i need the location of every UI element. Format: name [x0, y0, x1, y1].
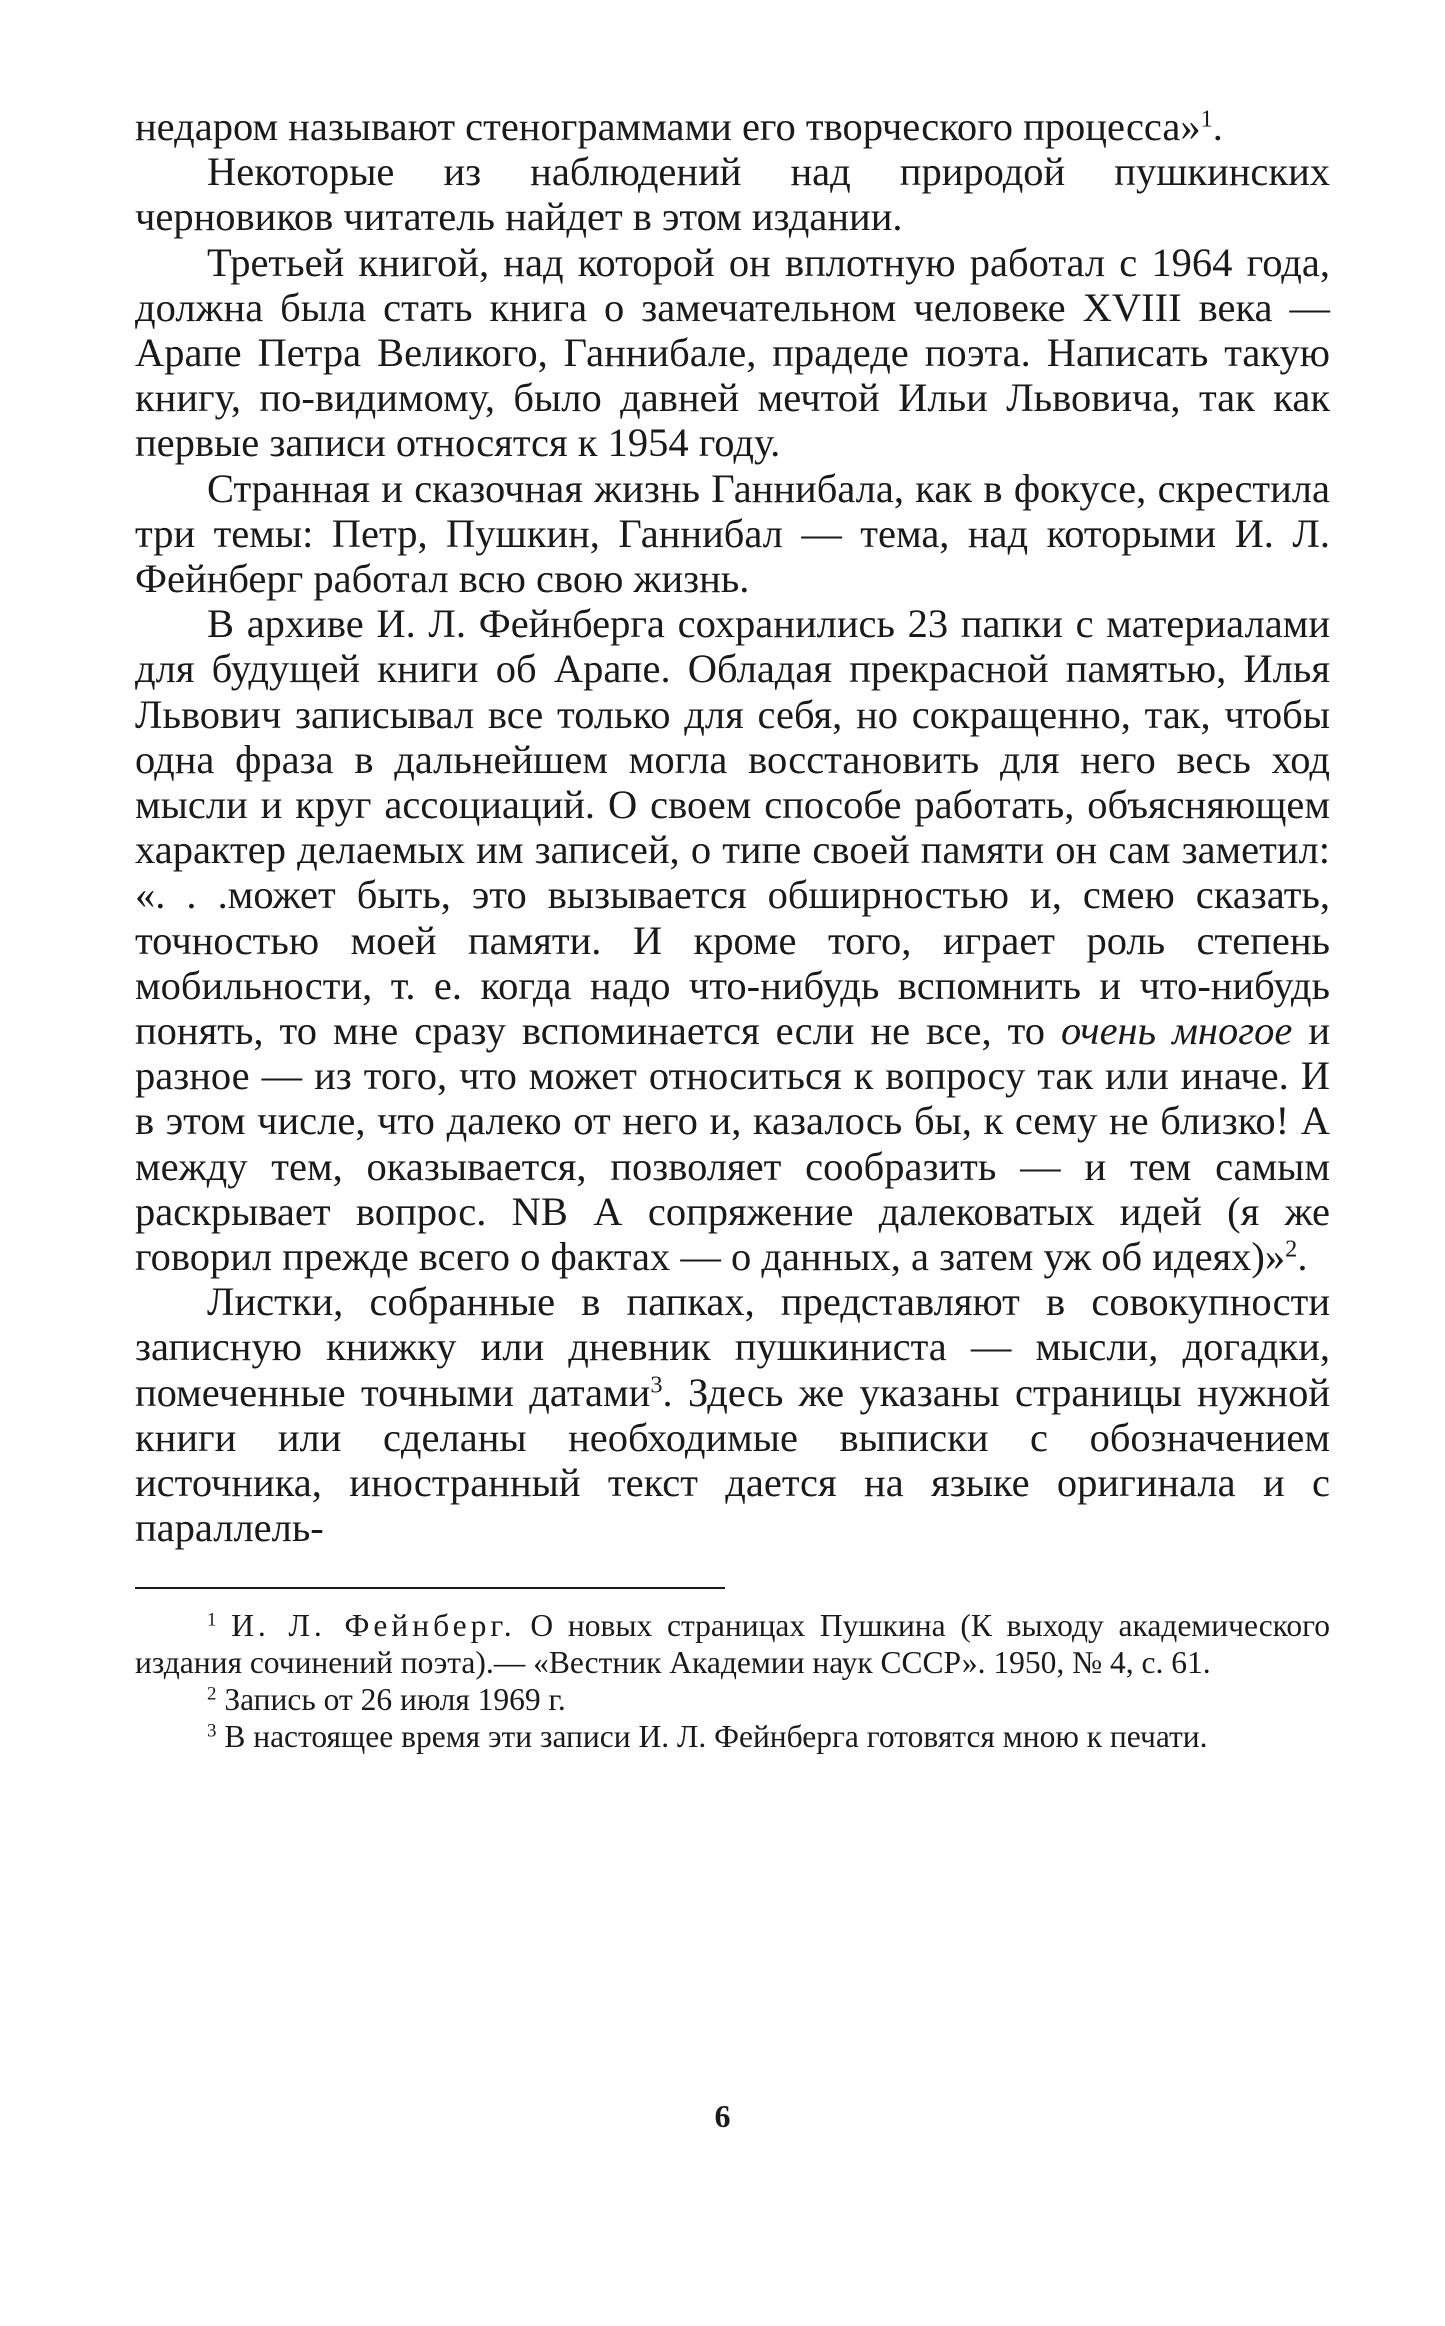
page-content: [135, 104, 1330, 1755]
paragraph-text: . Здесь же указаны страницы нужной книги или сделаны необходимые выписки с обозначением источника, иностранный текст дается на языке оригинала и с параллель-: [135, 1369, 1330, 1551]
footnote-ref-2[interactable]: 2: [1285, 1235, 1298, 1263]
footnote-number: 1: [207, 1609, 217, 1631]
paragraph-continuation: [135, 104, 1330, 149]
footnote-ref-3[interactable]: 3: [650, 1371, 663, 1399]
paragraph-third-book: Третьей книгой, над которой он вплотную работал с 1964 года, должна была стать книга о замечательном человеке XVIII века — Арапе Петра Великого, Ганнибале, прадеде поэта. Написать такую книгу, по-видимому, было давней мечтой Ильи Львовича, так как первые записи относятся к 1954 году.: [135, 239, 1330, 466]
italic-emphasis: очень многое: [1061, 1008, 1293, 1054]
footnote-1: [135, 1607, 1330, 1681]
footnote-ref-1[interactable]: 1: [1200, 105, 1213, 133]
footnote-text: О новых страницах Пушкина (К выходу академического издания сочинений поэта).— «Вестник Академии наук СССР». 1950, № 4, с. 61.: [135, 1607, 1331, 1680]
paragraph-leaflets: [135, 1279, 1330, 1550]
footnote-number: 3: [207, 1720, 217, 1742]
paragraph-text: В архиве И. Л. Фейнберга сохранились 23 папки с материалами для будущей книги об Арапе. Обладая прекрасной памятью, Илья Львович записывал все только для себя, но сокращенно, так, чтобы одна фраза в дальнейшем могла восстановить для него весь ход мысли и круг ассоциаций. О своем способе работать, объясняющем характер делаемых им записей, о типе своей памяти он сам заметил: «. . .может быть, это вызывается обширностью и, смею сказать, точностью моей памяти. И кроме того, играет роль степень мобильности, т. е. когда надо что-нибудь вспомнить и что-нибудь понять, то мне сразу вспоминается если не все, то: [135, 601, 1330, 1054]
paragraph-archive: [135, 601, 1330, 1279]
footnote-text: Запись от 26 июля 1969 г.: [224, 1681, 566, 1717]
body-text: [135, 104, 1330, 1551]
paragraph-hannibal-life: Странная и сказочная жизнь Ганнибала, как в фокусе, скрестила три темы: Петр, Пушкин, Ганнибал — тема, над которыми И. Л. Фейнберг работал всю свою жизнь.: [135, 465, 1330, 602]
footnote-number: 2: [207, 1683, 217, 1705]
paragraph-text: Листки, собранные в папках, представляют в совокупности записную книжку или дневник пушкиниста — мысли, догадки, помеченные точными датами: [135, 1279, 1330, 1415]
paragraph-text: .: [1297, 1234, 1308, 1280]
footnote-2: [135, 1681, 1330, 1718]
footnotes: [135, 1607, 1330, 1755]
paragraph-drafts: Некоторые из наблюдений над природой пушкинских черновиков читатель найдет в этом издании.: [135, 149, 1330, 240]
footnote-text: В настоящее время эти записи И. Л. Фейнберга готовятся мною к печати.: [224, 1718, 1208, 1754]
page-number: 6: [714, 2098, 731, 2134]
paragraph-text: и разное — из того, что может относиться к вопросу так или иначе. И в этом числе, что далеко от него и, казалось бы, к сему не близко! А между тем, оказывается, позволяет сообразить — и тем самым раскрывает вопрос. NB А сопряжение далековатых идей (я же говорил прежде всего о фактах — о данных, а затем уж об идеях)»: [135, 1008, 1330, 1280]
footnote-divider: [135, 1587, 725, 1589]
footnote-3: [135, 1718, 1330, 1755]
paragraph-text: .: [1212, 104, 1223, 149]
footnote-author: И. Л. Фейнберг.: [231, 1607, 516, 1643]
paragraph-text: недаром называют стенограммами его творческого процесса»: [135, 104, 1201, 149]
